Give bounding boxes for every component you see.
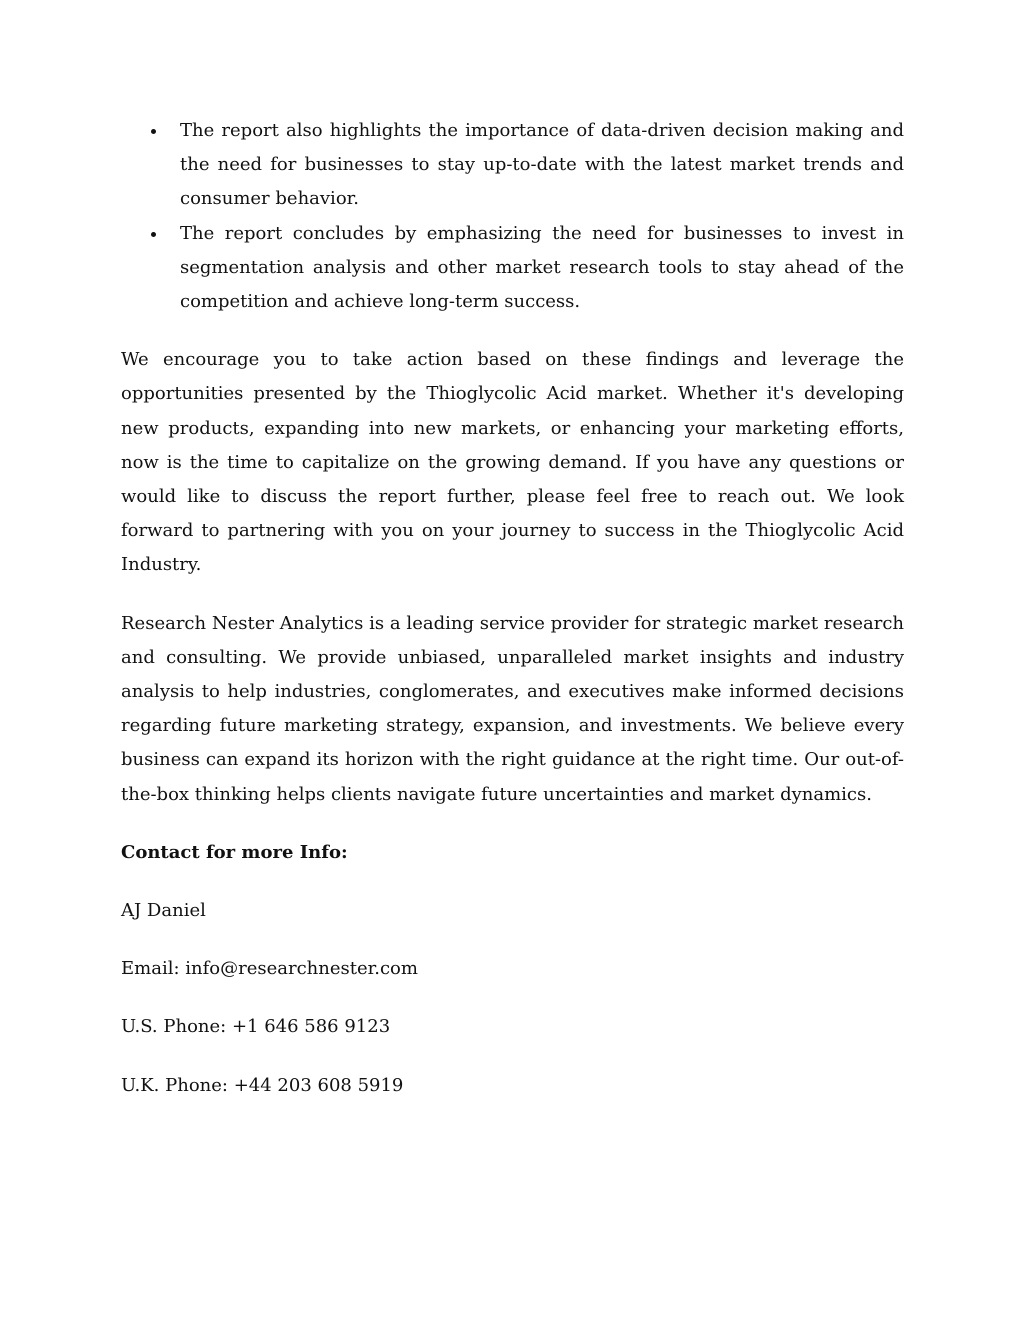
bullet-text: The report concludes by emphasizing the need for businesses to invest in segmentation analysis and other market research tools to stay ahead of the competition and achieve long-term success. (180, 222, 904, 313)
bullet-icon (151, 129, 156, 134)
contact-name: AJ Daniel (121, 900, 206, 922)
contact-us-phone: U.S. Phone: +1 646 586 9123 (121, 1016, 391, 1038)
bullet-icon (151, 232, 156, 237)
call-to-action-paragraph: We encourage you to take action based on these findings and leverage the opportunities presented by the Thioglycolic Acid market. Whether it's developing new products, expanding into new markets, or enhancing your marketing efforts, now is the time to capitalize on the growing demand. If you have any questions or would like to discuss the report further, please feel free to reach out. We look forward to partnering with you on your journey to success in the Thioglycolic Acid Industry. (121, 349, 904, 576)
contact-uk-phone: U.K. Phone: +44 203 608 5919 (121, 1074, 404, 1096)
document-page (121, 114, 904, 1103)
about-company-paragraph: Research Nester Analytics is a leading service provider for strategic market research and consulting. We provide unbiased, unparalleled market insights and industry analysis to help industries, conglomerates, and executives make informed decisions regarding future marketing strategy, expansion, and investments. We believe every business can expand its horizon with the right guidance at the right time. Our out-of-the-box thinking helps clients navigate future uncertainties and market dynamics. (121, 612, 904, 805)
findings-bullet-list (121, 114, 904, 319)
contact-email: Email: info@researchnester.com (121, 958, 418, 980)
bullet-item (121, 114, 904, 217)
bullet-item (121, 217, 904, 320)
contact-heading: Contact for more Info: (121, 841, 348, 863)
bullet-text: The report also highlights the importance of data-driven decision making and the need for businesses to stay up-to-date with the latest market trends and consumer behavior. (180, 120, 904, 210)
